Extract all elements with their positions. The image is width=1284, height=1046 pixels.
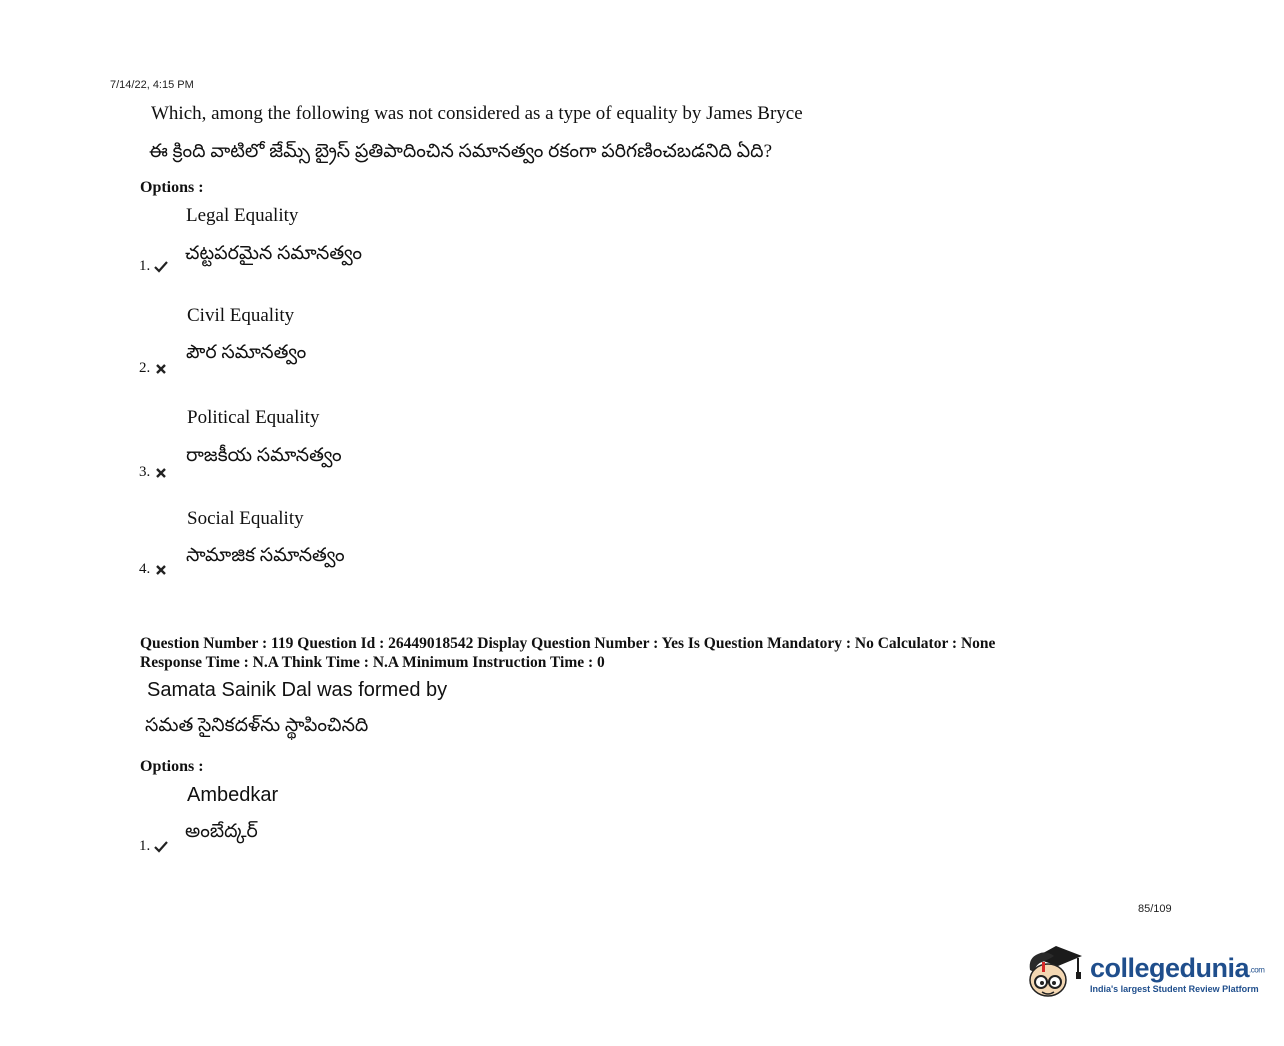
option-1-text-en: Ambedkar bbox=[187, 784, 279, 806]
check-icon bbox=[154, 261, 168, 273]
cross-icon bbox=[154, 564, 168, 576]
question-meta-line2: Response Time : N.A Think Time : N.A Minimum Instruction Time : 0 bbox=[140, 654, 605, 671]
page-number: 85/109 bbox=[1138, 903, 1172, 915]
cross-icon bbox=[154, 467, 168, 479]
option-2-text-en: Civil Equality bbox=[187, 305, 295, 326]
option-1-text-te: అంబేద్కర్ bbox=[185, 821, 258, 842]
check-icon bbox=[154, 841, 168, 853]
option-4-marker bbox=[139, 561, 168, 578]
logo-suffix: .com bbox=[1249, 964, 1265, 974]
option-1-text-en: Legal Equality bbox=[186, 205, 299, 226]
option-3-marker bbox=[139, 464, 168, 481]
question-meta-line1: Question Number : 119 Question Id : 26449018542 Display Question Number : Yes Is Question Mandatory : No Calculator : None bbox=[140, 635, 996, 652]
cross-icon bbox=[154, 363, 168, 375]
option-number: 4. bbox=[139, 561, 151, 577]
options-label: Options : bbox=[140, 179, 204, 196]
option-number: 2. bbox=[139, 360, 151, 376]
logo-tagline: India's largest Student Review Platform bbox=[1090, 983, 1259, 994]
option-3-text-en: Political Equality bbox=[187, 407, 320, 428]
option-1-marker bbox=[139, 258, 168, 275]
question-text-te: సమత సైనికదళ్‌ను స్థాపించినది bbox=[145, 715, 369, 736]
option-number: 3. bbox=[139, 464, 151, 480]
question-text-en: Which, among the following was not considered as a type of equality by James Bryce bbox=[151, 103, 803, 124]
question-text-te: ఈ క్రింది వాటిలో జేమ్స్ బ్రైస్ ప్రతిపాదించిన సమానత్వం రకంగా పరిగణించబడనిది ఏది? bbox=[149, 141, 773, 162]
option-1-text-te: చట్టపరమైన సమానత్వం bbox=[185, 243, 362, 264]
option-1-marker bbox=[139, 838, 168, 855]
option-4-text-en: Social Equality bbox=[187, 508, 304, 529]
student-mascot-icon bbox=[1024, 940, 1084, 1006]
print-timestamp: 7/14/22, 4:15 PM bbox=[110, 79, 194, 91]
option-2-text-te: పౌర సమానత్వం bbox=[186, 342, 307, 363]
option-number: 1. bbox=[139, 838, 151, 854]
question-text-en: Samata Sainik Dal was formed by bbox=[147, 679, 448, 701]
options-label: Options : bbox=[140, 758, 204, 775]
collegedunia-logo bbox=[1024, 940, 1264, 1006]
option-2-marker bbox=[139, 360, 168, 377]
option-4-text-te: సామాజిక సమానత్వం bbox=[186, 545, 345, 566]
logo-name: collegedunia bbox=[1090, 952, 1250, 983]
option-3-text-te: రాజకీయ సమానత్వం bbox=[186, 445, 342, 466]
option-number: 1. bbox=[139, 258, 151, 274]
